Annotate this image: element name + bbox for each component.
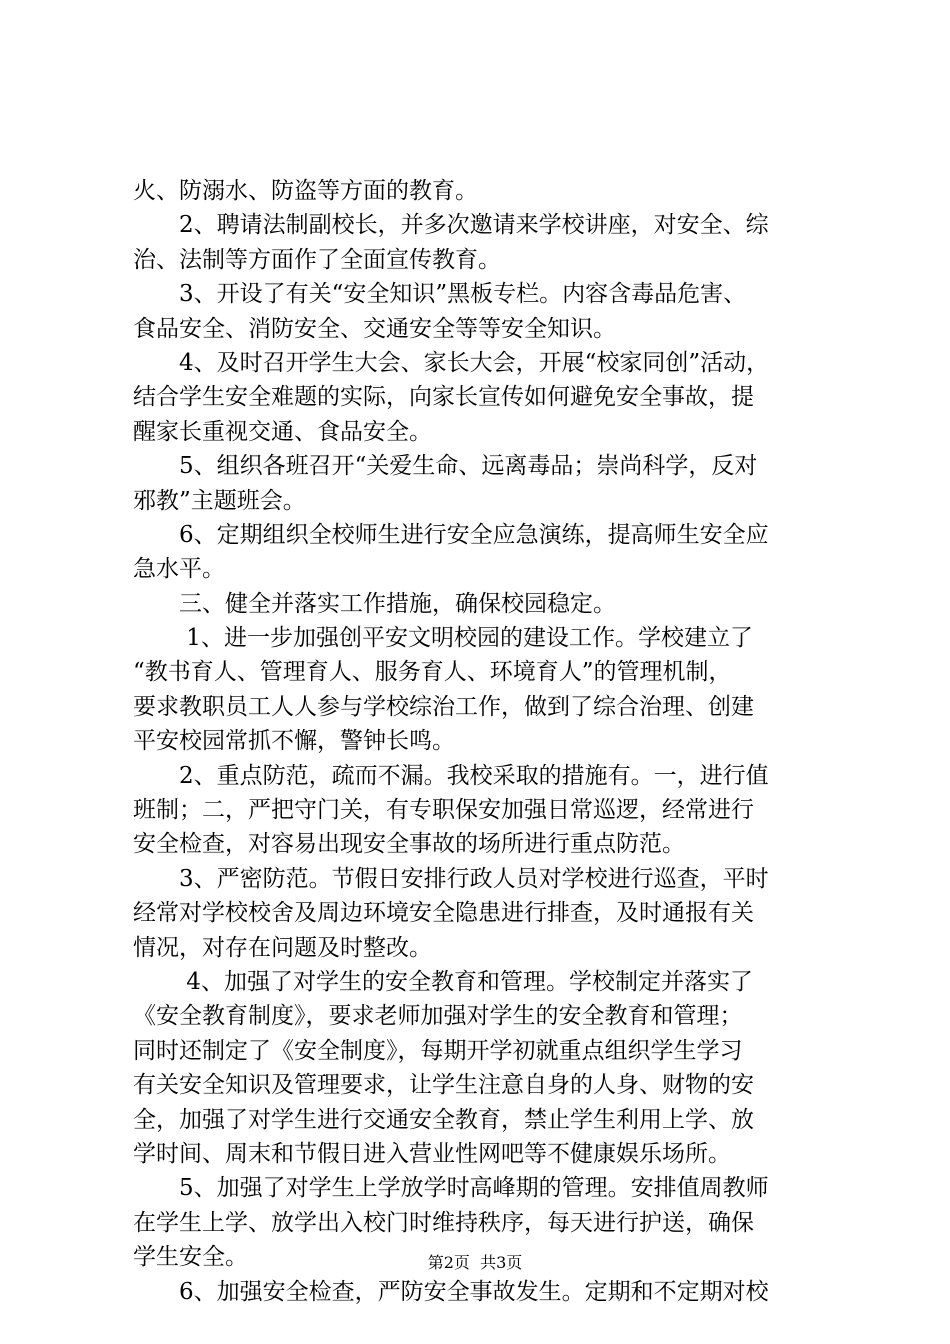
text-line: 邪教”主题班会。 [133, 487, 306, 514]
text-line: 结合学生安全难题的实际，向家长宣传如何避免安全事故，提 [133, 384, 754, 411]
text-line: 4、加强了对学生的安全教育和管理。学校制定并落实了 [133, 968, 753, 995]
text-line: 6、加强安全检查，严防安全事故发生。定期和不定期对校 [133, 1278, 769, 1305]
text-line: 治、法制等方面作了全面宣传教育。 [133, 246, 501, 273]
text-line: 5、加强了对学生上学放学时高峰期的管理。安排值周教师 [133, 1175, 769, 1202]
text-line: 班制；二，严把守门关，有专职保安加强日常巡逻，经常进行 [133, 797, 754, 824]
text-line: 食品安全、消防安全、交通安全等等安全知识。 [133, 315, 616, 342]
text-line: 情况，对存在问题及时整改。 [133, 934, 432, 961]
text-line: 醒家长重视交通、食品安全。 [133, 418, 432, 445]
text-line: 要求教职员工人人参与学校综治工作，做到了综合治理、创建 [133, 693, 754, 720]
text-line: “教书育人、管理育人、服务育人、环境育人”的管理机制， [133, 659, 732, 686]
text-line: 同时还制定了《安全制度》，每期开学初就重点组织学生学习 [133, 1037, 743, 1064]
text-line: 平安校园常抓不懈，警钟长鸣。 [133, 728, 455, 755]
text-line: 2、聘请法制副校长，并多次邀请来学校讲座，对安全、综 [133, 212, 769, 239]
text-line: 急水平。 [133, 556, 225, 583]
text-line: 有关安全知识及管理要求，让学生注意自身的人身、财物的安 [133, 1072, 754, 1099]
text-line: 学生安全。 [133, 1244, 248, 1271]
text-line: 5、组织各班召开“关爱生命、远离毒品；崇尚科学，反对 [133, 453, 758, 480]
document-body [133, 174, 833, 1309]
text-line: 全，加强了对学生进行交通安全教育，禁止学生利用上学、放 [133, 1106, 754, 1133]
section-heading: 三、健全并落实工作措施，确保校园稳定。 [133, 590, 616, 617]
text-line: 3、严密防范。节假日安排行政人员对学校进行巡查，平时 [133, 865, 769, 892]
text-line: 1、进一步加强创平安文明校园的建设工作。学校建立了 [133, 625, 753, 652]
text-line: 3、开设了有关“安全知识”黑板专栏。内容含毒品危害、 [133, 281, 747, 308]
page-footer: 第2页 共3页 [427, 1253, 523, 1272]
text-line: 安全检查，对容易出现安全事故的场所进行重点防范。 [133, 831, 685, 858]
text-line: 《安全教育制度》，要求老师加强对学生的安全教育和管理； [133, 1003, 743, 1030]
text-line: 在学生上学、放学出入校门时维持秩序，每天进行护送，确保 [133, 1209, 754, 1236]
text-line: 经常对学校校舍及周边环境安全隐患进行排查，及时通报有关 [133, 900, 754, 927]
text-line: 火、防溺水、防盗等方面的教育。 [133, 178, 478, 204]
text-line: 2、重点防范，疏而不漏。我校采取的措施有。一，进行值 [133, 762, 769, 789]
text-line: 4、及时召开学生大会、家长大会，开展“校家同创”活动， [133, 349, 770, 376]
text-line: 6、定期组织全校师生进行安全应急演练，提高师生安全应 [133, 521, 769, 548]
text-line: 学时间、周末和节假日进入营业性网吧等不健康娱乐场所。 [133, 1140, 731, 1167]
